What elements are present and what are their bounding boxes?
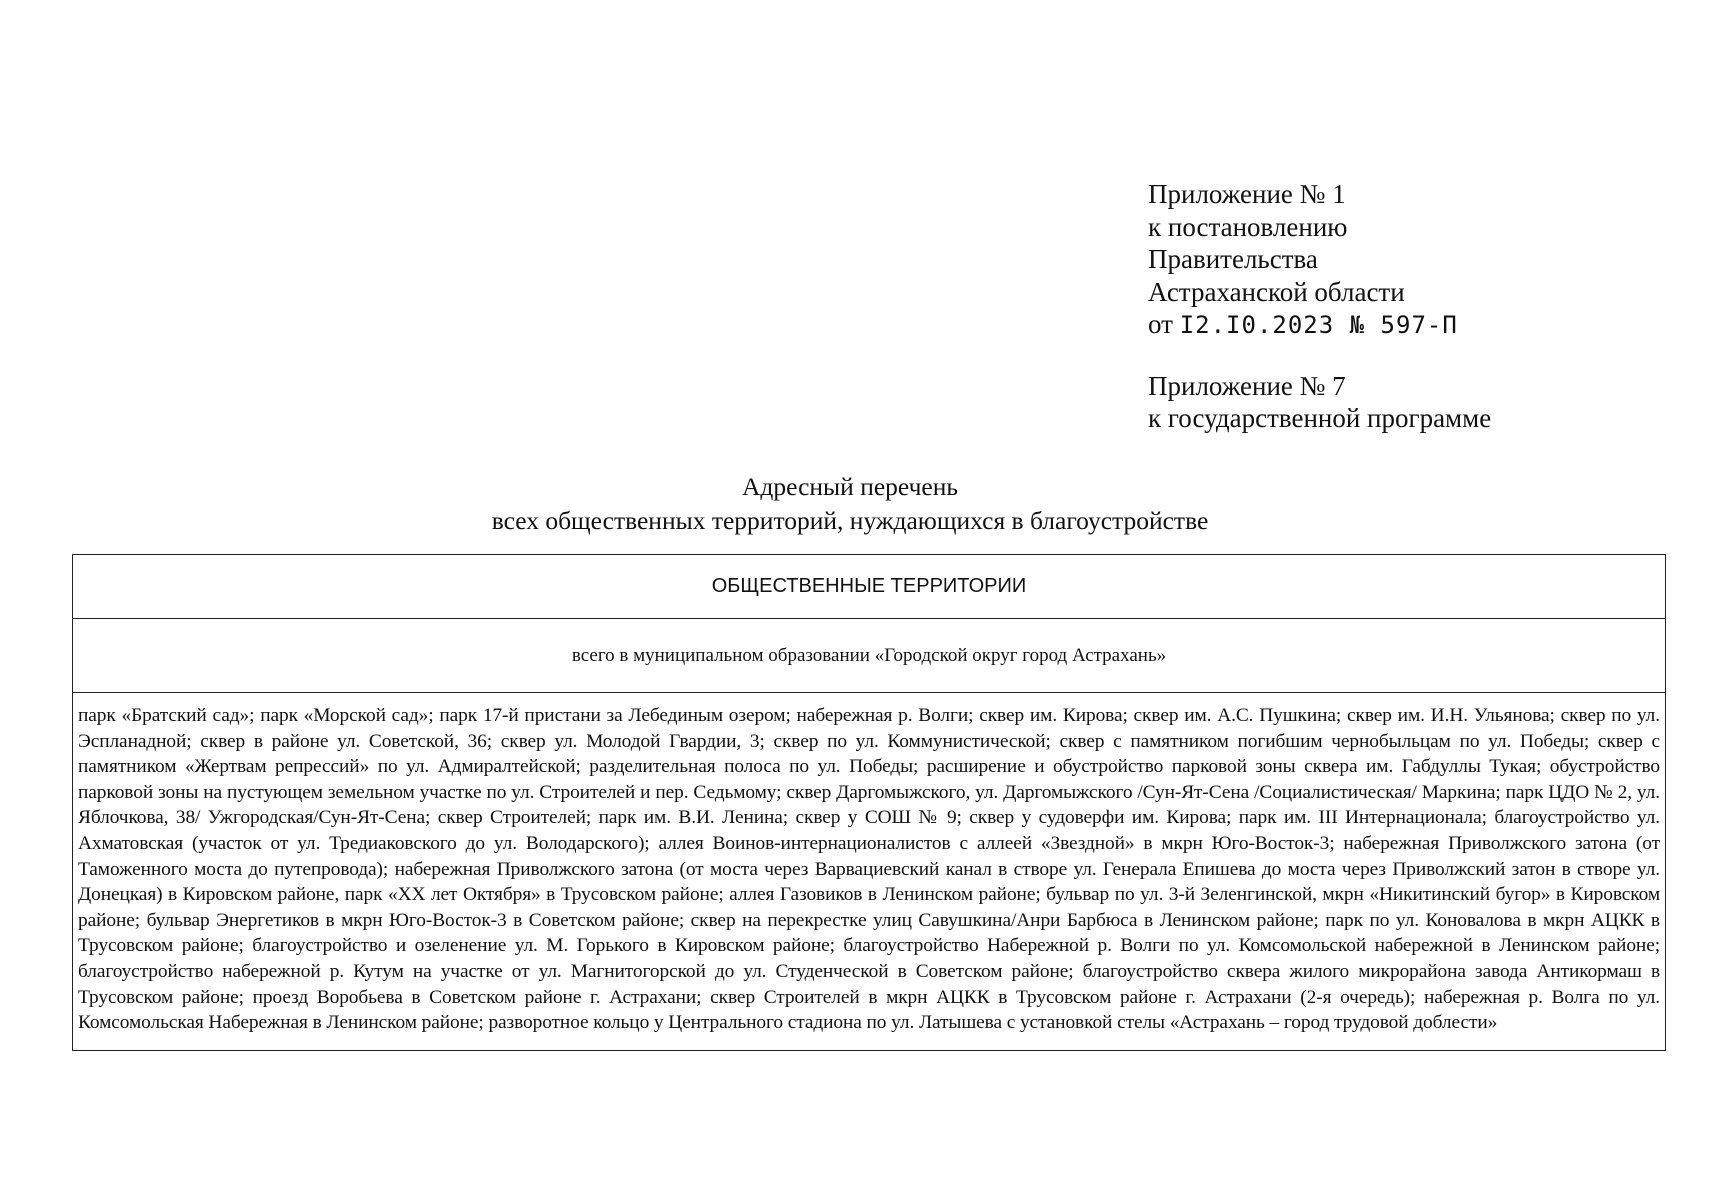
document-title-line-2: всех общественных территорий, нуждающихся в благоустройстве bbox=[491, 506, 1209, 535]
document-title-line-1: Адресный перечень bbox=[741, 472, 959, 501]
document-title bbox=[0, 470, 1700, 538]
territories-table bbox=[72, 554, 1666, 1051]
table-subheader-text: всего в муниципальном образовании «Городской округ город Астрахань» bbox=[571, 644, 1167, 666]
appendix-region-label: Астраханской области bbox=[1148, 276, 1405, 307]
appendix-date-stamp: I2.I0.2023 № 597-П bbox=[1179, 311, 1458, 339]
appendix-header bbox=[1148, 178, 1668, 435]
appendix-date-prefix: от bbox=[1148, 309, 1173, 339]
appendix-resolution-label: к постановлению bbox=[1148, 211, 1348, 242]
appendix-date-line bbox=[1148, 308, 1668, 342]
table-subheader-row bbox=[73, 619, 1665, 693]
table-body-cell: парк «Братский сад»; парк «Морской сад»; парк 17-й пристани за Лебединым озером; набережная р. Волги; сквер им. Кирова; сквер им. А.С. Пушкина; сквер им. И.Н. Ульянова; сквер по ул. Эспланадной; сквер в районе ул. Советской, 36; сквер ул. Молодой Гвардии, 3; сквер по ул. Коммунистической; сквер с памятником погибшим чернобыльцам по ул. Победы; сквер с памятником «Жертвам репрессий» по ул. Адмиралтейской; разделительная полоса по ул. Победы; расширение и обустройство парковой зоны сквера им. Габдуллы Тукая; обустройство парковой зоны на пустующем земельном участке по ул. Строителей и пер. Седьмому; сквер Даргомыжского, ул. Даргомыжского /Сун-Ят-Сена /Социалистическая/ Маркина; парк ЦДО № 2, ул. Яблочкова, 38/ Ужгородская/Сун-Ят-Сена; сквер Строителей; парк им. В.И. Ленина; сквер у СОШ № 9; сквер у судоверфи им. Кирова; парк им. III Интернационала; благоустройство ул. Ахматовская (участок от ул. Тредиаковского до ул. Володарского); аллея Воинов-интернационалистов с аллеей «Звездной» в мкрн Юго-Восток-3; набережная Приволжского затона (от Таможенного моста до путепровода); набережная Приволжского затона (от моста через Варвациевский канал в створе ул. Генерала Епишева до моста через Приволжский затон в створе ул. Донецкая) в Кировском районе, парк «XX лет Октября» в Трусовском районе; аллея Газовиков в Ленинском районе; бульвар по ул. 3-й Зеленгинской, мкрн «Никитинский бугор» в Кировском районе; бульвар Энергетиков в мкрн Юго-Восток-3 в Советском районе; сквер на перекрестке улиц Савушкина/Анри Барбюса в Ленинском районе; парк по ул. Коновалова в мкрн АЦКК в Трусовском районе; благоустройство и озеленение ул. М. Горького в Кировском районе; благоустройство Набережной р. Волги по ул. Комсомольской набережной в Ленинском районе; благоустройство набережной р. Кутум на участке от ул. Магнитогорской до ул. Студенческой в Советском районе; благоустройство сквера жилого микрорайона завода Антикормаш в Трусовском районе; проезд Воробьева в Советском районе г. Астрахани; сквер Строителей в мкрн АЦКК в Трусовском районе г. Астрахани (2-я очередь); набережная р. Волга по ул. Комсомольская Набережная в Ленинском районе; разворотное кольцо у Центрального стадиона по ул. Латышева с установкой стелы «Астрахань – город трудовой доблести» bbox=[78, 705, 1661, 1034]
appendix-government-label: Правительства bbox=[1148, 244, 1318, 274]
table-header-text: ОБЩЕСТВЕННЫЕ ТЕРРИТОРИИ bbox=[711, 575, 1027, 597]
appendix-number: Приложение № 1 bbox=[1148, 179, 1346, 209]
table-header-row bbox=[73, 555, 1665, 619]
appendix-program-label: к государственной программе bbox=[1148, 403, 1492, 433]
appendix-spacer bbox=[1148, 342, 1668, 370]
appendix-program-number: Приложение № 7 bbox=[1148, 370, 1346, 401]
